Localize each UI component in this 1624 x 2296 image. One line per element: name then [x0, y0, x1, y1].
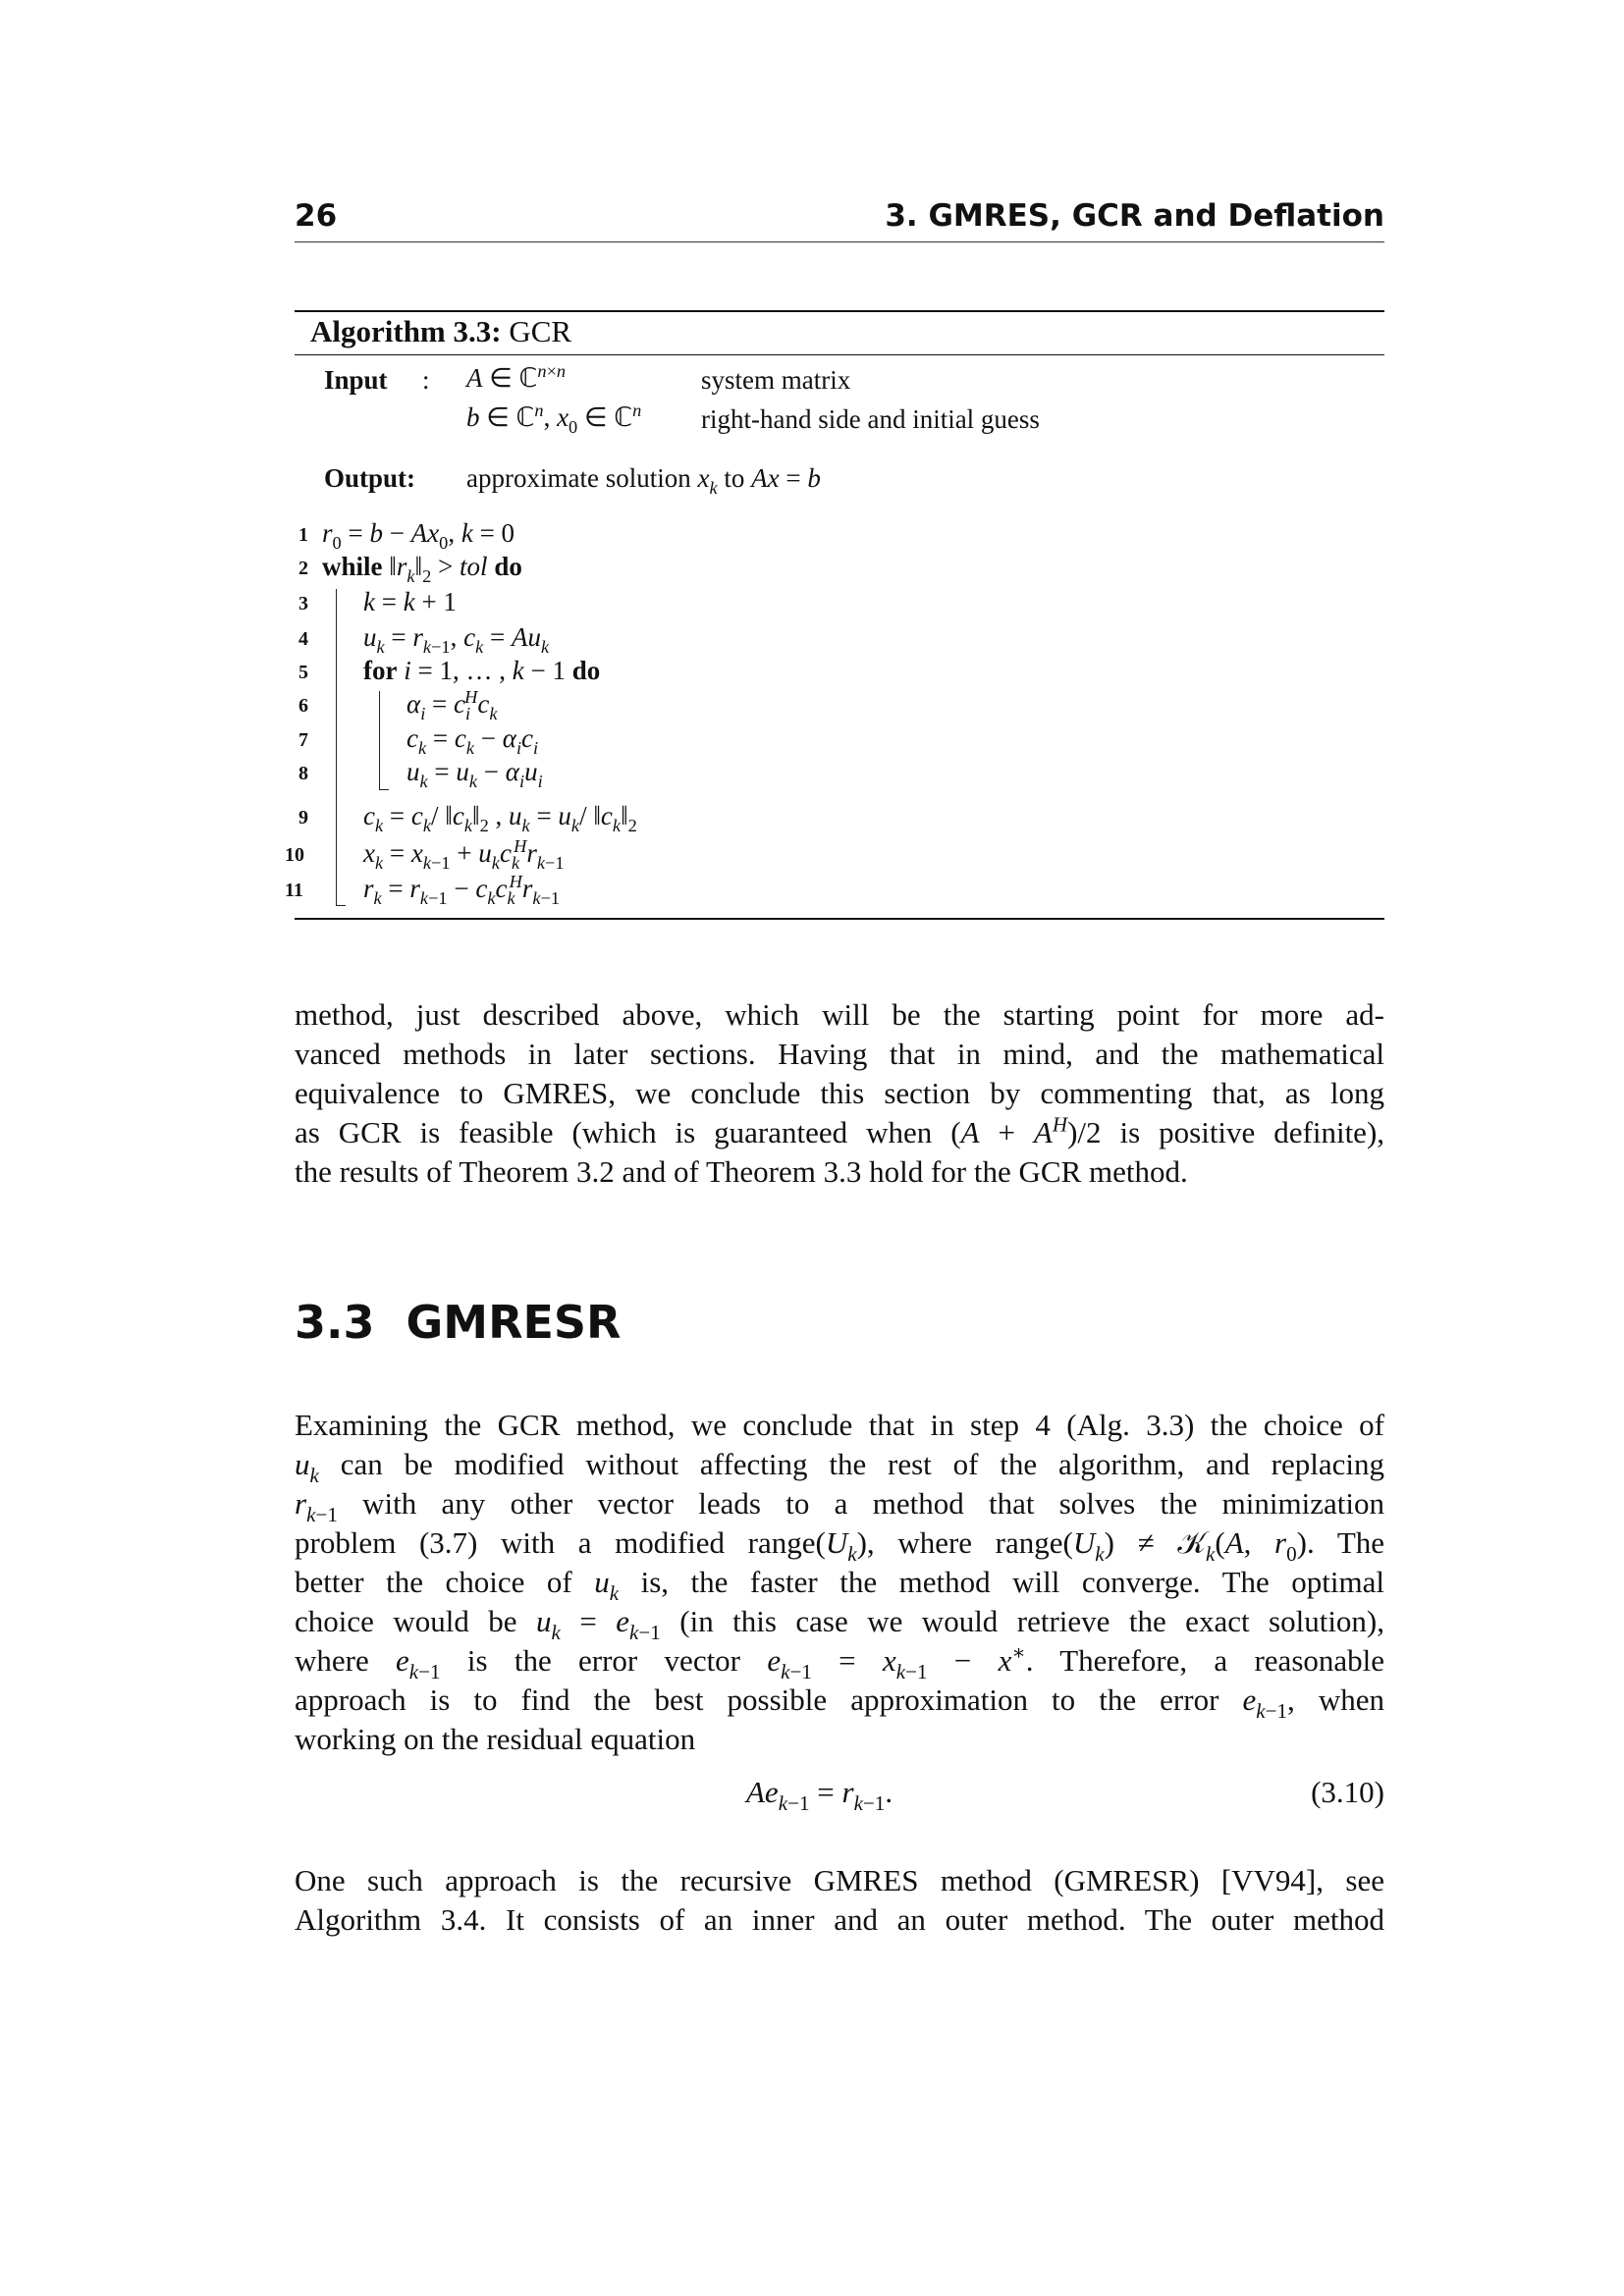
input-vectors: b ∈ ℂ$^n$, $x_0$ ∈ ℂ$^n$ — [466, 400, 642, 437]
text-line: $r_{k-1}$ with any other vector leads to a method that solves the minimization — [295, 1486, 1384, 1526]
output-desc-pre: approximate solution — [466, 463, 691, 493]
text-line: method, just described above, which will be the starting point for more ad- — [295, 997, 1384, 1032]
header-rule — [295, 241, 1384, 242]
algorithm-top-rule — [295, 310, 1384, 312]
input-matrix-desc: system matrix — [701, 365, 851, 395]
text-line: Algorithm 3.4. It consists of an inner and an outer method. The outer method — [295, 1902, 1384, 1937]
line-number-11: 11 — [285, 880, 303, 901]
section-number: 3.3 — [295, 1296, 375, 1349]
section-title: GMRESR — [406, 1296, 622, 1349]
text-fragment: The — [1336, 1525, 1385, 1560]
text-fragment: is positive definite), — [1119, 1115, 1385, 1149]
output-label: Output: — [324, 463, 416, 493]
step-7: $c_k = c_k - \alpha_ic_i$ — [406, 723, 539, 758]
text-line: equivalence to GMRES, we conclude this section by commenting that, as long — [295, 1076, 1384, 1110]
algorithm-bottom-rule — [295, 918, 1384, 920]
algorithm-label: Algorithm 3.3: — [310, 314, 502, 348]
step-8: $u_k = u_k - \alpha_iu_i$ — [406, 757, 543, 791]
text-line: One such approach is the recursive GMRES method (GMRESR) [VV94], see — [295, 1863, 1384, 1897]
text-line: where $e_{k-1}$ is the error vector $e_{k-1} = x_{k-1} - x^∗$. Therefore, a reasonable — [295, 1640, 1385, 1683]
do-keyword: do — [494, 552, 522, 581]
algorithm-title — [310, 314, 571, 349]
output-desc: approximate solution $x_k$ to Ax = b — [466, 463, 821, 498]
text-line: choice would be $u_k = e_{k-1}$ (in this case we would retrieve the exact solution), — [295, 1604, 1384, 1644]
line-number-5: 5 — [298, 662, 308, 683]
algorithm-title-rule — [295, 354, 1384, 355]
input-label: Input — [324, 365, 388, 395]
step-4: $u_k = r_{k-1}$, $c_k = Au_k$ — [363, 622, 550, 657]
step-6: $\alpha_i = c_i^Hc_k$ — [406, 686, 498, 723]
line-number-2: 2 — [298, 558, 308, 579]
text-fragment: as GCR is feasible (which is guaranteed when — [295, 1115, 933, 1149]
line-number-9: 9 — [298, 807, 308, 828]
paragraph-gmresr-method — [295, 1861, 1384, 1940]
text-line: approach is to find the best possible approximation to the error $e_{k-1}$, when — [295, 1682, 1385, 1723]
text-fragment: is the error vector — [466, 1643, 741, 1678]
for-block-bar — [379, 691, 380, 789]
text-fragment: is, the faster the method will converge. The optimal — [640, 1565, 1385, 1599]
input-matrix: A ∈ ℂ$^{n\times n}$ — [466, 360, 567, 393]
text-fragment: approach is to find the best possible approximation to the error — [295, 1682, 1219, 1717]
text-fragment: can be modified without affecting the rest of the algorithm, and replacing — [340, 1447, 1384, 1481]
text-line: better the choice of $u_k$ is, the faster the method will converge. The optimal — [295, 1565, 1385, 1605]
equation-number: (3.10) — [1311, 1775, 1384, 1809]
line-number-8: 8 — [298, 763, 308, 784]
input-separator: : — [422, 365, 430, 395]
step-5: for i = 1, … , k − 1 do — [363, 656, 601, 685]
step-10: $x_k = x_{k-1} + u_kc_k^Hr_{k-1}$ — [363, 835, 565, 873]
line-number-7: 7 — [298, 729, 308, 751]
for-keyword: for — [363, 656, 398, 685]
text-fragment: better the choice of — [295, 1565, 572, 1599]
step-11: $r_k = r_{k-1} - c_kc_k^Hr_{k-1}$ — [363, 871, 561, 908]
step-3: k = k + 1 — [363, 587, 457, 616]
input-vectors-desc: right-hand side and initial guess — [701, 404, 1040, 434]
step-2: while $‖r_k‖_2$ > tol do — [322, 552, 522, 586]
text-fragment: where — [295, 1643, 369, 1678]
text-line: vanced methods in later sections. Having that in mind, and the mathematical — [295, 1037, 1384, 1071]
text-fragment: (in this case we would retrieve the exact solution), — [679, 1604, 1384, 1638]
running-chapter-title: 3. GMRES, GCR and Deflation — [885, 198, 1384, 234]
line-number-10: 10 — [285, 844, 304, 866]
text-fragment: choice would be — [295, 1604, 517, 1638]
section-heading — [295, 1296, 621, 1349]
tol-symbol: tol — [460, 552, 488, 581]
text-line: working on the residual equation — [295, 1722, 696, 1756]
while-block-bar — [336, 589, 337, 905]
text-fragment: problem (3.7) with a modified range( — [295, 1525, 826, 1560]
line-number-4: 4 — [298, 628, 308, 650]
text-line: the results of Theorem 3.2 and of Theorem 3.3 hold for the GCR method. — [295, 1154, 1188, 1189]
line-number-6: 6 — [298, 695, 308, 717]
while-block-end — [336, 905, 346, 906]
step-9: $c_k = c_k/$ $‖c_k‖_2$ , $u_k = u_k/$ $‖c_k‖_2$ — [363, 801, 637, 835]
algorithm-name: GCR — [509, 314, 572, 348]
paragraph-gcr-summary — [295, 995, 1384, 1192]
step-1: $r_0 = b - Ax_0$, k = 0 — [322, 518, 515, 553]
text-line: problem (3.7) with a modified $range(U_k)$, where $range(U_k)$ ≠ 𝒦$_k$(A, $r_0$). The — [295, 1525, 1385, 1566]
line-number-3: 3 — [298, 593, 308, 614]
line-number-1: 1 — [298, 524, 308, 546]
algorithm-box — [285, 310, 1384, 919]
for-block-end — [379, 789, 389, 790]
while-keyword: while — [322, 552, 383, 581]
text-line: Examining the GCR method, we conclude that in step 4 (Alg. 3.3) the choice of — [295, 1408, 1384, 1442]
text-fragment: with any other vector leads to a method that solves the minimization — [362, 1486, 1384, 1521]
text-fragment: , when — [1287, 1682, 1385, 1717]
text-line: as GCR is feasible (which is guaranteed when $(A + A^H)/2$ is positive definite), — [295, 1112, 1385, 1149]
output-desc-mid: to — [724, 463, 745, 493]
for-do-keyword: do — [571, 656, 601, 685]
page-number: 26 — [295, 198, 338, 234]
text-line: $u_k$ can be modified without affecting the rest of the algorithm, and replacing — [295, 1447, 1384, 1487]
equation-3-10: $Ae_{k-1} = r_{k-1}$. — [746, 1775, 893, 1815]
text-fragment: Therefore, a reasonable — [1059, 1643, 1385, 1678]
text-fragment: ), where range( — [856, 1525, 1073, 1560]
paragraph-gmresr-intro — [295, 1406, 1384, 1759]
